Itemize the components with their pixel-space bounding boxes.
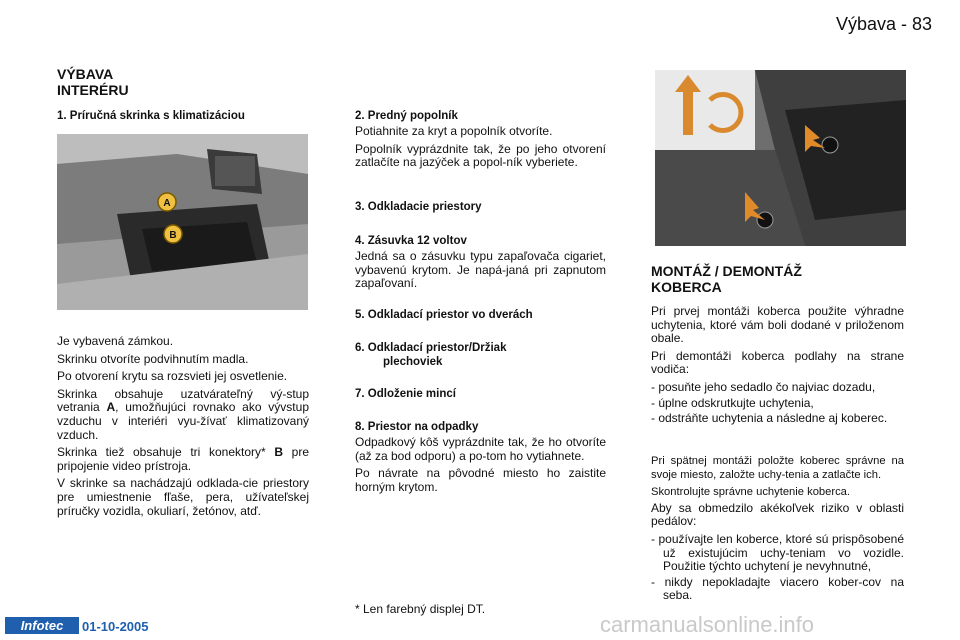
paragraph [57,446,309,473]
item-6-heading-line2: plechoviek [383,356,443,368]
item-4-body [355,250,606,295]
section-title-line2: INTERÉRU [57,82,129,98]
paragraph: Skontrolujte správne uchytenie koberca. [651,486,851,499]
item-3-heading: 3. Odkladacie priestory [355,201,482,213]
label-b: B [274,445,283,460]
paragraph: Popolník vyprázdnite tak, že po jeho otvorení zatlačíte na jazýček a popol-ník vyberiete. [355,141,606,170]
item-6-heading [355,341,606,369]
list-item: - posuňte jeho sedadlo čo najviac dozadu, [651,379,876,394]
carpet-photo [655,70,906,246]
item-8-heading: 8. Priestor na odpadky [355,421,479,433]
item-8-body [355,436,606,498]
paragraph: Potiahnite za kryt a popolník otvoríte. [355,124,553,138]
paragraph: Jedná sa o zásuvku typu zapaľovača cigariet, vybavenú krytom. Je napá-janá pri zapnutom zapaľovaní. [355,249,606,291]
text-run: , umožňujúci rovnako ako vývstup vzduchu v interiéri vyu-žívať klimatizovaný vzduch. [57,400,309,442]
item-5-heading: 5. Odkladací priestor vo dverách [355,309,533,321]
list-item: - úplne odskrutkujte uchytenia, [651,395,814,410]
section-title-line1: VÝBAVA [57,66,114,82]
footnote: * Len farebný displej DT. [355,602,486,616]
marker-a-label: A [163,198,171,209]
item-1-heading: 1. Príručná skrinka s klimatizáciou [57,110,245,122]
col1-body [57,335,309,522]
paragraph: Po návrate na pôvodné miesto ho zaistite horným krytom. [355,466,606,494]
glovebox-illustration [57,134,308,310]
glovebox-photo [57,134,308,310]
text-run: Skrinka tiež obsahuje tri konektory* [57,445,275,460]
paragraph: Odpadkový kôš vyprázdnite tak, že ho otvoríte (až za bod odporu) a po-tom ho vytiahnete. [355,435,606,463]
label-a: A [106,400,116,415]
section-title [651,263,904,295]
paragraph: Je vybavená zámkou. [57,334,174,348]
item-2-heading: 2. Predný popolník [355,110,458,122]
carpet-illustration [655,70,906,246]
page-header: Výbava - 83 [835,14,932,34]
col3-body [651,305,904,428]
infotec-logo: Infotec [5,617,79,634]
paragraph: Aby sa obmedzilo akékoľvek riziko v oblasti pedálov: [651,500,904,529]
item-2-body [355,125,606,174]
section-title-line1: MONTÁŽ / DEMONTÁŽ [651,263,802,279]
paragraph: Pri demontáži koberca podlahy na strane vodiča: [651,348,904,377]
list-item: - odstráňte uchytenia a následne aj koberec. [651,411,888,426]
col3-body-2 [651,455,904,605]
paragraph: Pri spätnej montáži položte koberec správne na svoje miesto, založte uchy-tenia a zatlačte ich. [651,455,904,481]
item-6-heading-line1: 6. Odkladací priestor/Držiak [355,342,507,354]
paragraph: V skrinke sa nachádzajú odklada-cie priestory pre umiestnenie fľaše, pera, užívateľskej príručky vozidla, okuliarí, žetónov, atď. [57,476,309,518]
item-4-heading: 4. Zásuvka 12 voltov [355,235,467,247]
paragraph: Po otvorení krytu sa rozsvieti jej osvetlenie. [57,369,288,384]
paragraph [57,388,309,442]
paragraph: Pri prvej montáži koberca použite výhradne uchytenia, ktoré vám boli dodané v priloženom obale. [651,304,904,346]
section-title [57,66,309,98]
print-date: 01-10-2005 [82,619,149,634]
text-run: pre pripojenie video prístroja. [57,445,309,473]
up-arrow-icon [683,90,693,135]
text-run: Skrinka obsahuje uzatvárateľný vý-stup vetrania [57,386,309,415]
item-7-heading: 7. Odloženie mincí [355,388,456,400]
paragraph: Skrinku otvoríte podvihnutím madla. [57,351,249,366]
marker-b-label: B [169,230,177,241]
list-item: - používajte len koberce, ktoré sú prispôsobené už existujúcim uchy-teniam vo vozidle. Použitie týchto uchytení je nevyhnutné, [651,531,904,574]
section-title-line2: KOBERCA [651,279,722,295]
list-item: - nikdy nepokladajte viacero kober-cov na seba. [651,574,904,603]
watermark: carmanualsonline.info [600,612,815,637]
